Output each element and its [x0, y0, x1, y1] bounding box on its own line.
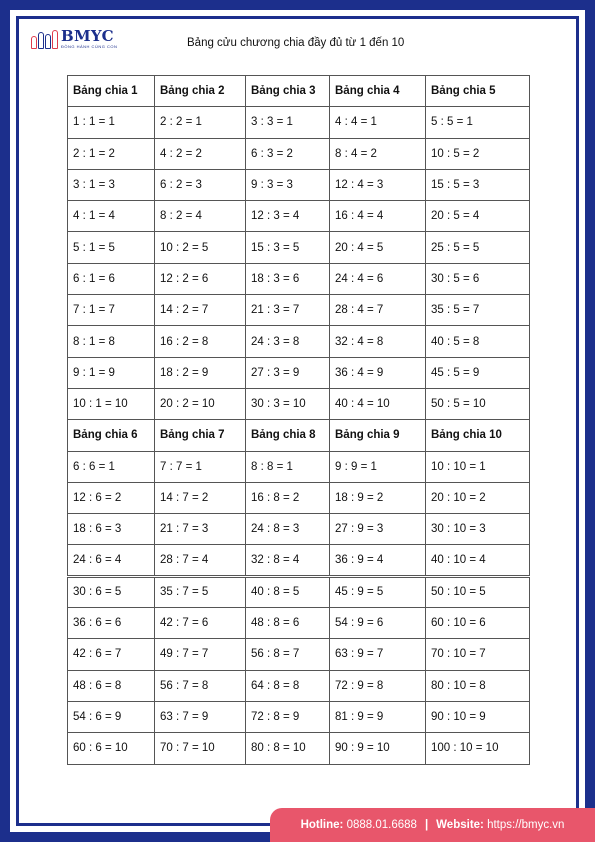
table-cell: 40 : 5 = 8	[426, 326, 530, 357]
table-cell: 5 : 5 = 1	[426, 107, 530, 138]
table-cell: 6 : 2 = 3	[155, 169, 246, 200]
table-cell: 63 : 7 = 9	[155, 701, 246, 732]
table-cell: 4 : 1 = 4	[68, 201, 155, 232]
page-title: Bảng cửu chương chia đầy đủ từ 1 đến 10	[187, 37, 405, 49]
table-row	[68, 701, 530, 732]
table-cell: 24 : 8 = 3	[246, 514, 330, 545]
table-cell: 6 : 1 = 6	[68, 263, 155, 294]
table-cell: 80 : 8 = 10	[246, 733, 330, 764]
table-cell: 30 : 10 = 3	[426, 514, 530, 545]
table-cell: 16 : 4 = 4	[330, 201, 426, 232]
table-cell: 25 : 5 = 5	[426, 232, 530, 263]
table-cell: 14 : 2 = 7	[155, 295, 246, 326]
table-cell: 60 : 10 = 6	[426, 608, 530, 639]
logo-figure	[38, 32, 44, 49]
table-cell: 8 : 8 = 1	[246, 451, 330, 482]
hotline-label: Hotline:	[300, 819, 344, 831]
table-row	[68, 169, 530, 200]
table-cell: 35 : 7 = 5	[155, 576, 246, 607]
table-row	[68, 263, 530, 294]
table-row	[68, 670, 530, 701]
logo-figure	[45, 34, 51, 49]
column-header: Bảng chia 7	[155, 420, 246, 451]
table-cell: 45 : 9 = 5	[330, 576, 426, 607]
table-cell: 54 : 9 = 6	[330, 608, 426, 639]
table-cell: 70 : 10 = 7	[426, 639, 530, 670]
table-cell: 40 : 10 = 4	[426, 545, 530, 576]
table-cell: 50 : 5 = 10	[426, 388, 530, 419]
table-cell: 18 : 2 = 9	[155, 357, 246, 388]
table-cell: 3 : 3 = 1	[246, 107, 330, 138]
table-cell: 1 : 1 = 1	[68, 107, 155, 138]
column-header: Bảng chia 1	[68, 76, 155, 107]
table-row	[68, 639, 530, 670]
table-cell: 12 : 2 = 6	[155, 263, 246, 294]
table-cell: 10 : 2 = 5	[155, 232, 246, 263]
table-cell: 42 : 7 = 6	[155, 608, 246, 639]
table-cell: 36 : 6 = 6	[68, 608, 155, 639]
table-cell: 27 : 9 = 3	[330, 514, 426, 545]
table-cell: 10 : 10 = 1	[426, 451, 530, 482]
table-cell: 28 : 4 = 7	[330, 295, 426, 326]
table-cell: 80 : 10 = 8	[426, 670, 530, 701]
table-row	[68, 326, 530, 357]
table-cell: 2 : 2 = 1	[155, 107, 246, 138]
table-cell: 36 : 9 = 4	[330, 545, 426, 576]
table-cell: 100 : 10 = 10	[426, 733, 530, 764]
table-row	[68, 482, 530, 513]
table-cell: 40 : 8 = 5	[246, 576, 330, 607]
table-cell: 30 : 5 = 6	[426, 263, 530, 294]
table-cell: 8 : 2 = 4	[155, 201, 246, 232]
table-row	[68, 295, 530, 326]
table-row	[68, 357, 530, 388]
table-cell: 64 : 8 = 8	[246, 670, 330, 701]
table-cell: 42 : 6 = 7	[68, 639, 155, 670]
table-cell: 27 : 3 = 9	[246, 357, 330, 388]
table-cell: 20 : 5 = 4	[426, 201, 530, 232]
table-cell: 21 : 3 = 7	[246, 295, 330, 326]
table-cell: 7 : 7 = 1	[155, 451, 246, 482]
logo-tagline: ĐỒNG HÀNH CÙNG CON	[61, 44, 118, 49]
table-cell: 10 : 5 = 2	[426, 138, 530, 169]
table-cell: 40 : 4 = 10	[330, 388, 426, 419]
table-row	[68, 388, 530, 419]
column-header: Bảng chia 5	[426, 76, 530, 107]
table-cell: 12 : 3 = 4	[246, 201, 330, 232]
division-table	[67, 75, 530, 765]
table-cell: 18 : 3 = 6	[246, 263, 330, 294]
table-cell: 35 : 5 = 7	[426, 295, 530, 326]
table-row	[68, 451, 530, 482]
table-cell: 18 : 6 = 3	[68, 514, 155, 545]
table-cell: 9 : 9 = 1	[330, 451, 426, 482]
table-cell: 6 : 3 = 2	[246, 138, 330, 169]
table-cell: 90 : 10 = 9	[426, 701, 530, 732]
table-cell: 16 : 2 = 8	[155, 326, 246, 357]
table-cell: 20 : 2 = 10	[155, 388, 246, 419]
table-cell: 32 : 4 = 8	[330, 326, 426, 357]
table-cell: 9 : 1 = 9	[68, 357, 155, 388]
table-row	[68, 201, 530, 232]
logo-figure	[31, 36, 37, 49]
table-header-row	[68, 420, 530, 451]
table-cell: 20 : 4 = 5	[330, 232, 426, 263]
table-row	[68, 232, 530, 263]
table-row	[68, 514, 530, 545]
table-cell: 49 : 7 = 7	[155, 639, 246, 670]
table-cell: 21 : 7 = 3	[155, 514, 246, 545]
table-header-row	[68, 76, 530, 107]
table-row	[68, 733, 530, 764]
table-cell: 14 : 7 = 2	[155, 482, 246, 513]
hotline-value[interactable]: 0888.01.6688	[346, 819, 417, 831]
table-cell: 30 : 3 = 10	[246, 388, 330, 419]
table-cell: 32 : 8 = 4	[246, 545, 330, 576]
table-cell: 60 : 6 = 10	[68, 733, 155, 764]
website-label: Website:	[436, 819, 484, 831]
table-cell: 3 : 1 = 3	[68, 169, 155, 200]
column-header: Bảng chia 2	[155, 76, 246, 107]
table-row	[68, 138, 530, 169]
table-cell: 56 : 8 = 7	[246, 639, 330, 670]
table-cell: 45 : 5 = 9	[426, 357, 530, 388]
table-cell: 4 : 2 = 2	[155, 138, 246, 169]
logo-brand: BMYC	[61, 27, 114, 45]
table-cell: 8 : 4 = 2	[330, 138, 426, 169]
table-cell: 20 : 10 = 2	[426, 482, 530, 513]
logo-figure	[52, 30, 58, 49]
table-cell: 24 : 6 = 4	[68, 545, 155, 576]
table-cell: 5 : 1 = 5	[68, 232, 155, 263]
table-cell: 36 : 4 = 9	[330, 357, 426, 388]
column-header: Bảng chia 4	[330, 76, 426, 107]
table-cell: 12 : 4 = 3	[330, 169, 426, 200]
table-cell: 90 : 9 = 10	[330, 733, 426, 764]
table-cell: 54 : 6 = 9	[68, 701, 155, 732]
table-cell: 48 : 6 = 8	[68, 670, 155, 701]
logo-family-icon	[31, 30, 58, 49]
table-cell: 9 : 3 = 3	[246, 169, 330, 200]
table-cell: 28 : 7 = 4	[155, 545, 246, 576]
footer-separator: |	[424, 819, 429, 831]
logo	[31, 28, 117, 54]
table-cell: 72 : 9 = 8	[330, 670, 426, 701]
table-cell: 24 : 3 = 8	[246, 326, 330, 357]
table-cell: 81 : 9 = 9	[330, 701, 426, 732]
table-cell: 63 : 9 = 7	[330, 639, 426, 670]
column-header: Bảng chia 9	[330, 420, 426, 451]
table-cell: 4 : 4 = 1	[330, 107, 426, 138]
table-cell: 72 : 8 = 9	[246, 701, 330, 732]
table-cell: 6 : 6 = 1	[68, 451, 155, 482]
table-cell: 48 : 8 = 6	[246, 608, 330, 639]
table-cell: 18 : 9 = 2	[330, 482, 426, 513]
table-cell: 16 : 8 = 2	[246, 482, 330, 513]
footer-bar	[270, 808, 595, 842]
website-link[interactable]: https://bmyc.vn	[487, 819, 565, 831]
column-header: Bảng chia 8	[246, 420, 330, 451]
table-cell: 10 : 1 = 10	[68, 388, 155, 419]
table-row	[68, 576, 530, 607]
table-cell: 12 : 6 = 2	[68, 482, 155, 513]
column-header: Bảng chia 6	[68, 420, 155, 451]
table-cell: 24 : 4 = 6	[330, 263, 426, 294]
table-row	[68, 608, 530, 639]
table-cell: 7 : 1 = 7	[68, 295, 155, 326]
column-header: Bảng chia 3	[246, 76, 330, 107]
table-row	[68, 545, 530, 576]
table-cell: 70 : 7 = 10	[155, 733, 246, 764]
column-header: Bảng chia 10	[426, 420, 530, 451]
table-cell: 15 : 3 = 5	[246, 232, 330, 263]
table-cell: 15 : 5 = 3	[426, 169, 530, 200]
table-cell: 8 : 1 = 8	[68, 326, 155, 357]
table-row	[68, 107, 530, 138]
table-cell: 50 : 10 = 5	[426, 576, 530, 607]
table-cell: 30 : 6 = 5	[68, 576, 155, 607]
table-cell: 56 : 7 = 8	[155, 670, 246, 701]
table-cell: 2 : 1 = 2	[68, 138, 155, 169]
